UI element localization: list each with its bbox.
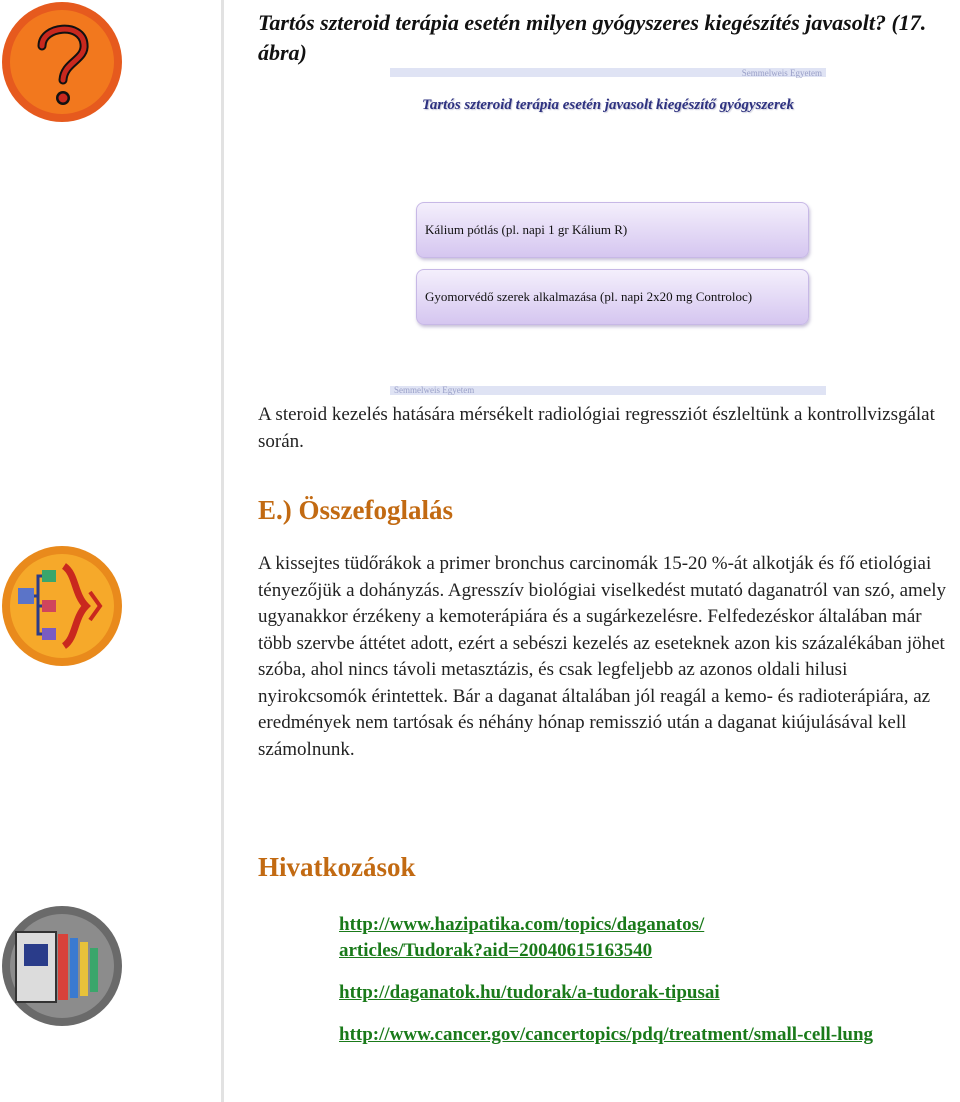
summary-paragraph: A kissejtes tüdőrákok a primer bronchus carcinomák 15-20 %-át alkotják és fő etiológiai tényezőjük a dohányzás. Agresszív biológiai viselkedést mutató daganatról van szó, amely ugyanakkor érzékeny a kemoterápiára és a sugárkezelésre. Felfedezéskor általában már több szervbe áttétet adott, ezért a sebészi kezelés az eseteknek azon kis százalékában jöhet szóba, ahol nincs távoli metasztázis, és csak legfeljebb az azonos oldali hilusi nyirokcsomók érintettek. Bár a daganat általában jól reagál a kemo- és radioterápiára, az eredmények nem tartósak és néhány hónap remisszió után a daganat kiújulásával kell számolnunk. bbox=[258, 553, 947, 760]
bookshelf-icon bbox=[0, 904, 124, 1028]
references-heading: Hivatkozások bbox=[258, 852, 416, 882]
reference-link-hazipatika[interactable]: http://www.hazipatika.com/topics/daganatos/ articles/Tudorak?aid=20040615163540 bbox=[339, 914, 705, 961]
left-margin-divider bbox=[221, 0, 224, 1102]
figure-credit-bottom: Semmelweis Egyetem bbox=[394, 385, 475, 395]
figure-steroid-supplements bbox=[390, 68, 826, 396]
figure-title: Tartós szteroid terápia esetén javasolt kiegészítő gyógyszerek bbox=[422, 97, 794, 113]
figure-item-gastroprotection: Gyomorvédő szerek alkalmazása (pl. napi 2x20 mg Controloc) bbox=[416, 269, 809, 325]
result-paragraph: A steroid kezelés hatására mérsékelt radiológiai regressziót észleltünk a kontrollvizsgálat során. bbox=[258, 404, 935, 452]
summary-heading: E.) Összefoglalás bbox=[258, 495, 453, 525]
question-mark-icon bbox=[0, 0, 124, 124]
reference-link-cancer-gov[interactable]: http://www.cancer.gov/cancertopics/pdq/treatment/small-cell-lung bbox=[339, 1024, 874, 1045]
reference-link-daganatok[interactable]: http://daganatok.hu/tudorak/a-tudorak-tipusai bbox=[339, 982, 720, 1003]
flowchart-icon bbox=[0, 544, 124, 668]
references-list bbox=[339, 912, 949, 1064]
figure-item-potassium: Kálium pótlás (pl. napi 1 gr Kálium R) bbox=[416, 202, 809, 258]
question-heading: Tartós szteroid terápia esetén milyen gyógyszeres kiegészítés javasolt? (17. ábra) bbox=[258, 10, 927, 65]
figure-credit-top: Semmelweis Egyetem bbox=[741, 68, 822, 78]
